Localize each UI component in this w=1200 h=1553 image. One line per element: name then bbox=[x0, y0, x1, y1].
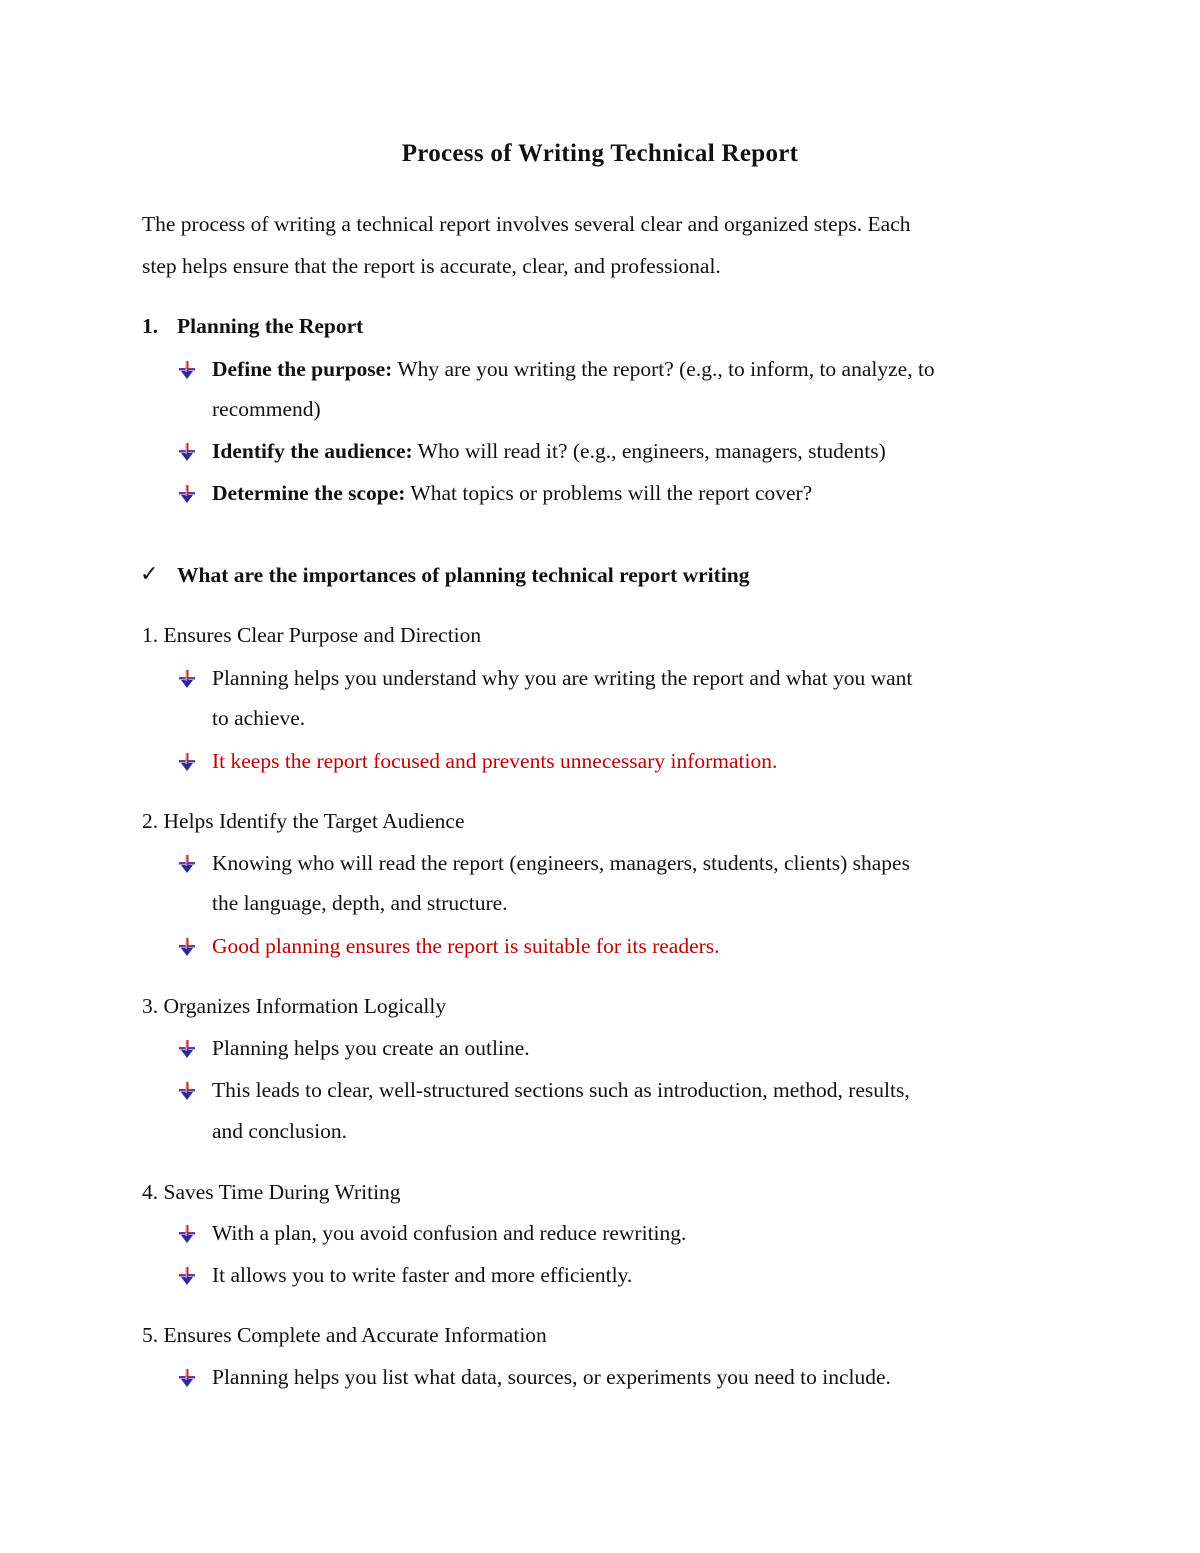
down-arrow-bullet-icon bbox=[178, 937, 196, 957]
point-4-bullet-1: With a plan, you avoid confusion and reduce rewriting. bbox=[212, 1221, 687, 1245]
down-arrow-bullet-icon bbox=[178, 1266, 196, 1286]
intro-line-1: The process of writing a technical report involves several clear and organized steps. Each bbox=[142, 212, 911, 236]
down-arrow-bullet-icon bbox=[178, 1039, 196, 1059]
page-title: Process of Writing Technical Report bbox=[401, 140, 799, 167]
down-arrow-bullet-icon bbox=[178, 669, 196, 689]
point-2-bullet-2: Good planning ensures the report is suitable for its readers. bbox=[212, 934, 720, 958]
down-arrow-bullet-icon bbox=[178, 752, 196, 772]
section-1-number: 1. bbox=[142, 314, 159, 338]
point-1-bullet-2: It keeps the report focused and prevents unnecessary information. bbox=[212, 749, 778, 773]
down-arrow-bullet-icon bbox=[178, 484, 196, 504]
bullet-define-purpose bbox=[212, 355, 935, 383]
point-1-heading: 1. Ensures Clear Purpose and Direction bbox=[142, 623, 482, 647]
down-arrow-bullet-icon bbox=[178, 360, 196, 380]
point-3-bullet-2-cont: and conclusion. bbox=[212, 1119, 347, 1143]
point-3-bullet-1: Planning helps you create an outline. bbox=[212, 1036, 530, 1060]
down-arrow-bullet-icon bbox=[178, 854, 196, 874]
point-5-bullet-1: Planning helps you list what data, sources, or experiments you need to include. bbox=[212, 1365, 891, 1389]
point-3-bullet-2: This leads to clear, well-structured sections such as introduction, method, results, bbox=[212, 1078, 910, 1102]
bullet-text: What topics or problems will the report cover? bbox=[405, 481, 813, 505]
down-arrow-bullet-icon bbox=[178, 1368, 196, 1388]
intro-line-2: step helps ensure that the report is accurate, clear, and professional. bbox=[142, 254, 721, 278]
down-arrow-bullet-icon bbox=[178, 1224, 196, 1244]
point-1-bullet-1-cont: to achieve. bbox=[212, 706, 306, 730]
bullet-label: Determine the scope: bbox=[212, 481, 406, 505]
point-4-heading: 4. Saves Time During Writing bbox=[142, 1180, 401, 1204]
importances-heading: What are the importances of planning technical report writing bbox=[177, 563, 750, 587]
down-arrow-bullet-icon bbox=[178, 442, 196, 462]
bullet-define-purpose-cont: recommend) bbox=[212, 397, 321, 421]
down-arrow-bullet-icon bbox=[178, 1081, 196, 1101]
point-2-bullet-1: Knowing who will read the report (engineers, managers, students, clients) shapes bbox=[212, 851, 910, 875]
point-1-bullet-1: Planning helps you understand why you are writing the report and what you want bbox=[212, 666, 913, 690]
point-2-bullet-1-cont: the language, depth, and structure. bbox=[212, 891, 508, 915]
bullet-label: Identify the audience: bbox=[212, 439, 413, 463]
point-2-heading: 2. Helps Identify the Target Audience bbox=[142, 809, 465, 833]
point-3-heading: 3. Organizes Information Logically bbox=[142, 994, 447, 1018]
checkmark-icon: ✓ bbox=[140, 561, 159, 586]
point-4-bullet-2: It allows you to write faster and more efficiently. bbox=[212, 1263, 633, 1287]
bullet-label: Define the purpose: bbox=[212, 357, 393, 381]
point-5-heading: 5. Ensures Complete and Accurate Information bbox=[142, 1323, 547, 1347]
section-1-heading: Planning the Report bbox=[177, 314, 364, 338]
bullet-text: Who will read it? (e.g., engineers, managers, students) bbox=[412, 439, 886, 463]
bullet-identify-audience bbox=[212, 437, 886, 465]
bullet-text: Why are you writing the report? (e.g., to inform, to analyze, to bbox=[392, 357, 935, 381]
bullet-determine-scope bbox=[212, 479, 812, 507]
